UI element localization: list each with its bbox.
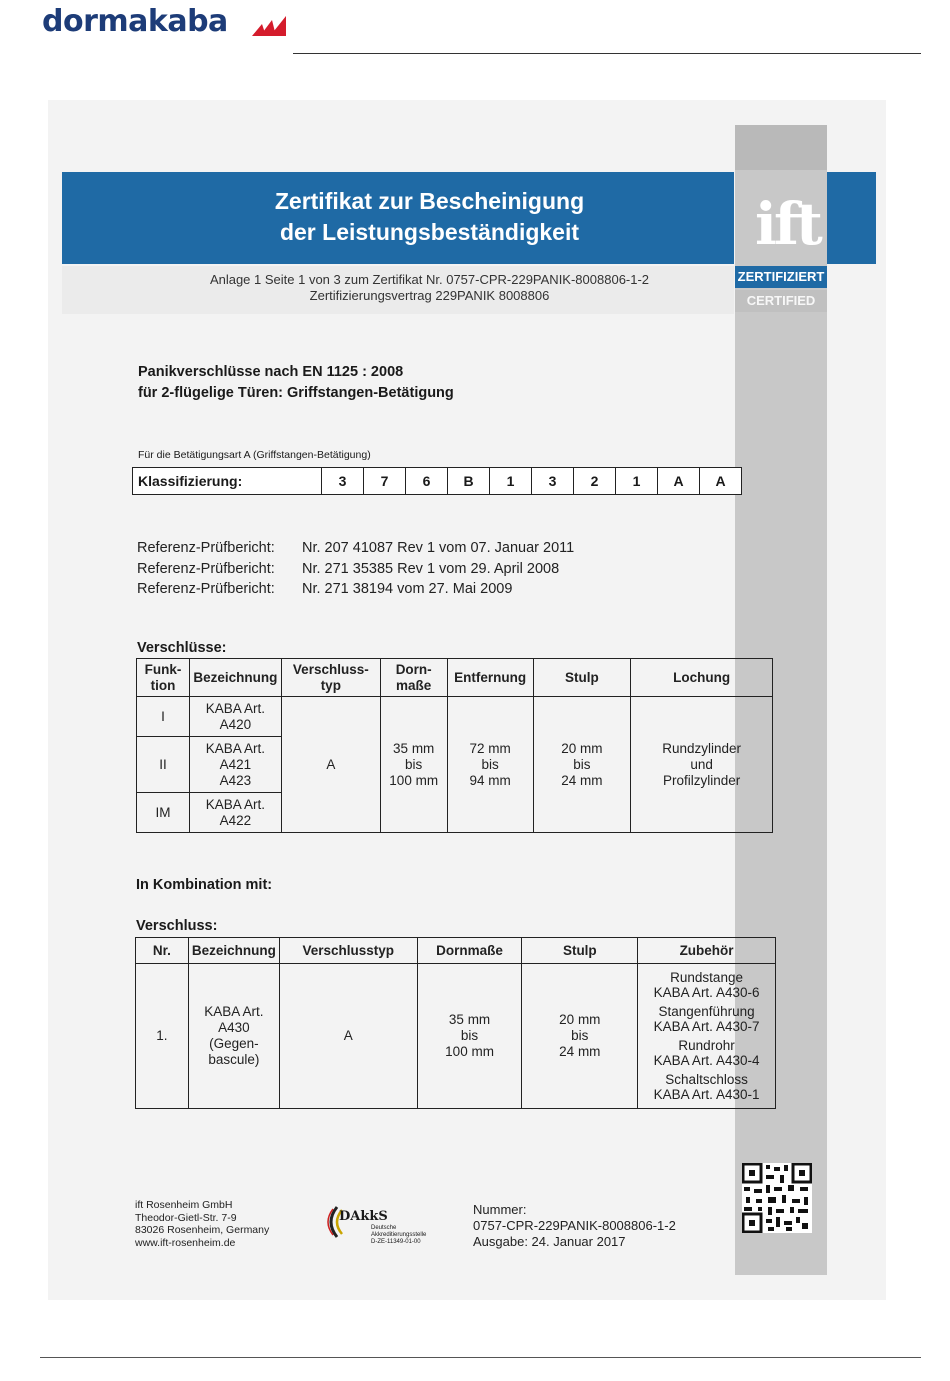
issuer-street: Theodor-Gietl-Str. 7-9 <box>135 1211 237 1224</box>
cell-funktion: I <box>137 697 190 737</box>
cell-text: bis <box>571 1028 589 1043</box>
header-text: tion <box>150 677 176 693</box>
dakks-caption-line: Akkreditierungsstelle <box>371 1232 427 1238</box>
cell-text: 100 mm <box>445 1044 494 1059</box>
col-stulp: Stulp <box>522 938 638 964</box>
cell-text: KABA Art. A430-1 <box>653 1087 760 1102</box>
cell-text: KABA Art. A430-6 <box>653 985 760 1000</box>
footer-rule <box>40 1357 921 1358</box>
cell-entfernung <box>447 697 533 833</box>
cell-bezeichnung <box>188 964 279 1109</box>
product-heading <box>138 362 454 404</box>
cell-text: KABA Art. A430-4 <box>653 1053 760 1068</box>
classification-digit: 6 <box>406 468 448 494</box>
reference-value: Nr. 271 38194 vom 27. Mai 2009 <box>302 581 513 597</box>
cell-bezeichnung <box>189 737 281 793</box>
classification-digit: 2 <box>574 468 616 494</box>
dakks-caption <box>371 1225 451 1246</box>
classification-digit: A <box>715 473 726 489</box>
title-banner-right <box>827 172 876 264</box>
cell-text: KABA Art. <box>204 1004 264 1019</box>
cell-text: bis <box>460 1028 479 1043</box>
col-typ: Verschlusstyp <box>279 938 417 964</box>
dormakaba-logo-mark-icon <box>252 16 288 36</box>
cell-funktion: IM <box>137 793 190 833</box>
cell-text: bis <box>481 756 499 772</box>
cell-text: bis <box>573 756 591 772</box>
classification-digit: 3 <box>322 468 364 494</box>
cell-text: bis <box>405 756 423 772</box>
certificate-title-line1: Zertifikat zur Bescheinigung <box>274 188 585 214</box>
cell-stulp <box>522 964 638 1109</box>
header-text: typ <box>320 677 341 693</box>
col-entfernung: Entfernung <box>447 659 533 697</box>
classification-digit: 3 <box>532 468 574 494</box>
classification-table <box>132 467 742 495</box>
reference-label: Referenz-Prüfbericht: <box>137 581 275 597</box>
number-value: 0757-CPR-229PANIK-8008806-1-2 <box>473 1218 676 1233</box>
col-dorn: Dornmaße <box>417 938 522 964</box>
col-bezeichnung: Bezeichnung <box>189 659 281 697</box>
cell-text: Rundrohr <box>678 1038 735 1053</box>
combination-header-row <box>136 938 776 964</box>
cell-text: (Gegen- <box>209 1036 259 1051</box>
cell-text: A421 <box>219 756 252 772</box>
cell-text: KABA Art. <box>205 796 266 812</box>
cell-text: 35 mm <box>448 1012 491 1027</box>
cell-text: A422 <box>219 812 252 828</box>
cell-text: Profilzylinder <box>662 772 741 788</box>
col-bezeichnung: Bezeichnung <box>188 938 279 964</box>
col-nr: Nr. <box>136 938 189 964</box>
classification-digit: 7 <box>364 468 406 494</box>
cell-stulp <box>533 697 631 833</box>
col-dorn <box>380 659 447 697</box>
cell-bezeichnung <box>189 697 281 737</box>
reference-label: Referenz-Prüfbericht: <box>137 540 275 556</box>
side-strip-top <box>735 125 827 170</box>
classification-digit: B <box>448 468 490 494</box>
issuer-city: 83026 Rosenheim, Germany <box>135 1224 270 1236</box>
qr-code-icon <box>742 1163 812 1233</box>
cell-text: 94 mm <box>469 772 511 788</box>
cell-text: Rundstange <box>670 970 743 985</box>
header-text: Verschluss- <box>292 661 369 677</box>
reference-list <box>137 538 574 600</box>
col-zubehoer: Zubehör <box>638 938 776 964</box>
header-text: maße <box>396 677 432 693</box>
cell-text: 20 mm <box>559 1012 601 1027</box>
reference-row <box>137 559 574 580</box>
header-text: Dorn- <box>395 661 432 677</box>
cell-text: KABA Art. A430-7 <box>653 1019 760 1034</box>
dakks-caption-line: Deutsche <box>371 1225 397 1231</box>
cell-text: 24 mm <box>561 772 603 788</box>
heading-line1: Panikverschlüsse nach EN 1125 : 2008 <box>138 364 404 380</box>
certificate-subtitle <box>62 272 797 304</box>
classification-digit: 1 <box>490 468 532 494</box>
cell-text: A420 <box>219 716 252 732</box>
cell-text: A423 <box>219 772 252 788</box>
heading-line2: für 2-flügelige Türen: Griffstangen-Betätigung <box>138 385 454 401</box>
cell-dorn <box>380 697 447 833</box>
classification-note: Für die Betätigungsart A (Griffstangen-Betätigung) <box>138 449 371 461</box>
cell-text: 20 mm <box>561 740 603 756</box>
cell-text: 72 mm <box>469 740 511 756</box>
badge-zertifiziert: ZERTIFIZIERT <box>735 266 827 288</box>
cell-bezeichnung <box>189 793 281 833</box>
cell-dorn <box>417 964 522 1109</box>
locks-header-row <box>137 659 773 697</box>
header-text: Funk- <box>144 661 182 677</box>
col-lochung: Lochung <box>631 659 773 697</box>
issuer-web: www.ift-rosenheim.de <box>135 1236 236 1249</box>
number-label: Nummer: <box>473 1202 527 1217</box>
cell-text: KABA Art. <box>205 740 266 756</box>
dakks-id: D-ZE-11349-01-00 <box>371 1239 421 1245</box>
issuer-company: ift Rosenheim GmbH <box>135 1199 233 1211</box>
ift-logo: ift <box>755 190 820 258</box>
table-row <box>136 964 776 1109</box>
cell-text: 35 mm <box>393 740 435 756</box>
cell-nr: 1. <box>136 964 189 1109</box>
classification-label: Klassifizierung: <box>133 468 322 494</box>
cell-typ: A <box>281 697 380 833</box>
header-rule <box>293 53 921 54</box>
cell-text: KABA Art. <box>205 700 266 716</box>
certificate-title <box>62 186 797 248</box>
reference-label: Referenz-Prüfbericht: <box>137 560 275 577</box>
reference-value: Nr. 271 35385 Rev 1 vom 29. April 2008 <box>302 560 560 577</box>
cell-text: 100 mm <box>389 772 439 788</box>
cell-lochung <box>631 697 773 833</box>
combination-title: In Kombination mit: <box>136 877 273 893</box>
annex-line: Anlage 1 Seite 1 von 3 zum Zertifikat Nr. 0757-CPR-229PANIK-8008806-1-2 <box>209 272 650 287</box>
col-funktion <box>137 659 190 697</box>
reference-value: Nr. 207 41087 Rev 1 vom 07. Januar 2011 <box>302 540 575 556</box>
classification-digit: A <box>658 468 700 494</box>
badge-certified: CERTIFIED <box>735 290 827 312</box>
reference-row <box>137 538 574 559</box>
cell-text: Schaltschloss <box>665 1072 748 1087</box>
issuer-address <box>135 1199 269 1249</box>
cell-text: Stangenführung <box>658 1004 755 1019</box>
locks-title: Verschlüsse: <box>137 640 227 656</box>
locks-table <box>136 658 773 833</box>
cell-typ: A <box>279 964 417 1109</box>
col-typ <box>281 659 380 697</box>
issue-date: Ausgabe: 24. Januar 2017 <box>473 1234 626 1249</box>
classification-digit: 1 <box>616 468 658 494</box>
reference-row <box>137 579 574 600</box>
cell-text: bascule) <box>208 1052 260 1067</box>
cell-text: Rundzylinder <box>662 740 742 756</box>
cell-text: A430 <box>218 1020 250 1035</box>
cell-zubehoer <box>638 964 776 1109</box>
certificate-title-line2: der Leistungsbeständigkeit <box>279 219 580 245</box>
cell-funktion: II <box>137 737 190 793</box>
table-row <box>137 697 773 737</box>
cell-text: und <box>690 756 713 772</box>
dakks-name: DAkkS <box>339 1209 388 1224</box>
cell-text: 24 mm <box>559 1044 601 1059</box>
dormakaba-logo: dormakaba <box>42 4 228 39</box>
combination-subtitle: Verschluss: <box>136 918 218 934</box>
combination-table <box>135 937 776 1109</box>
col-stulp: Stulp <box>533 659 631 697</box>
contract-line: Zertifizierungsvertrag 229PANIK 8008806 <box>309 288 550 303</box>
certificate-number-block <box>473 1202 676 1250</box>
